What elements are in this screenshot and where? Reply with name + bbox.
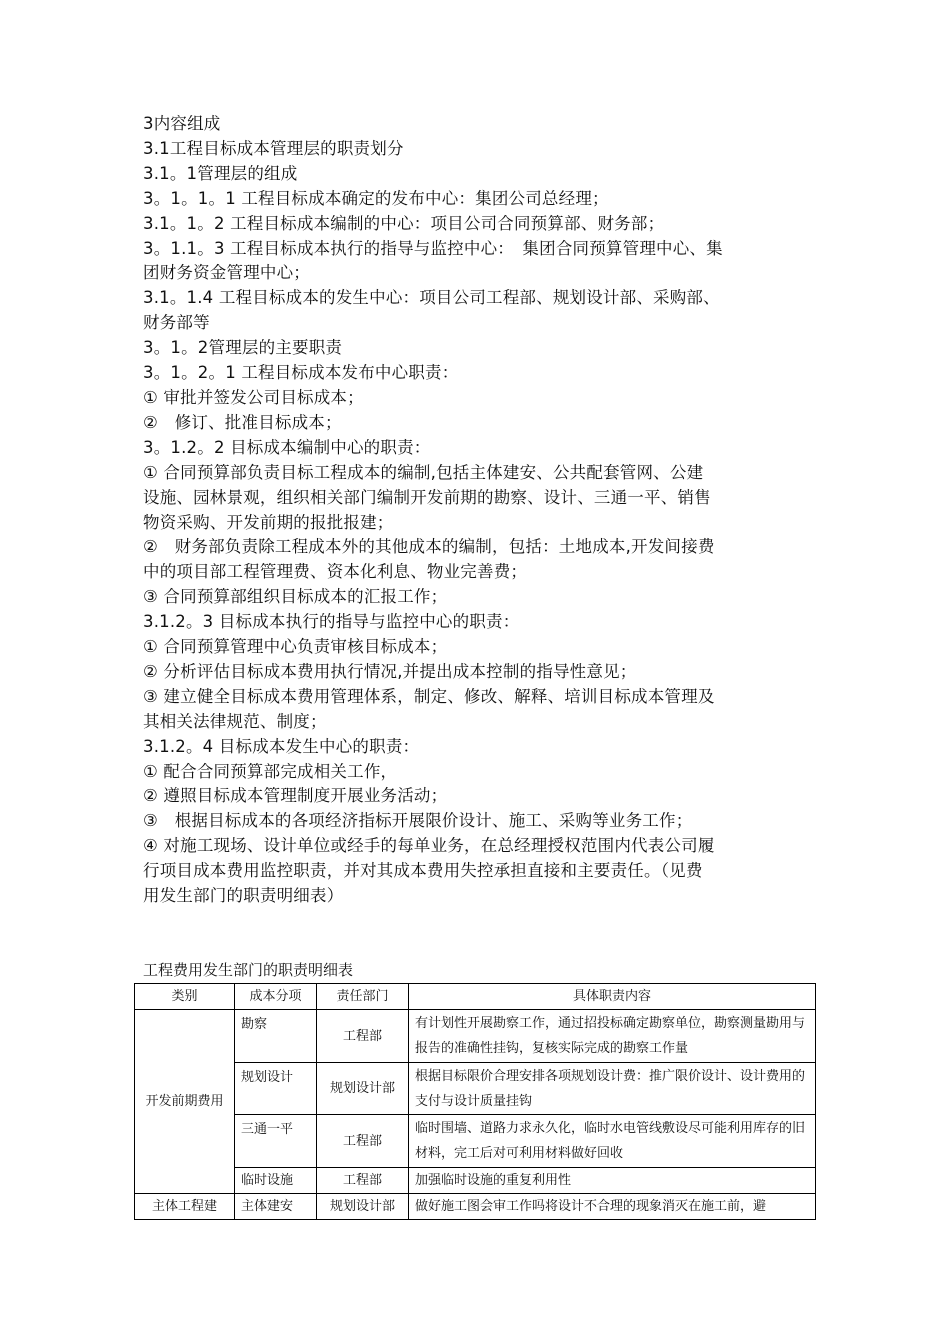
text-line: ③ 建立健全目标成本费用管理体系，制定、修改、解释、培训目标成本管理及 (143, 686, 715, 706)
category-cell: 主体工程建 (135, 1194, 235, 1220)
text-line: ③ 合同预算部组织目标成本的汇报工作； (143, 587, 448, 607)
text-line: 3。1。1。1 工程目标成本确定的发布中心：集团公司总经理； (143, 188, 609, 208)
department-cell: 工程部 (317, 1010, 409, 1063)
header-category: 类别 (135, 984, 235, 1010)
text-line: 3。1。2。1 工程目标成本发布中心职责： (143, 363, 459, 383)
text-line: 3.1。1.4 工程目标成本的发生中心：项目公司工程部、规划设计部、采购部、 (143, 288, 720, 308)
text-line: ② 财务部负责除工程成本外的其他成本的编制，包括：土地成本,开发间接费 (143, 537, 715, 557)
category-cell: 开发前期费用 (135, 1010, 235, 1194)
text-line: 团财务资金管理中心； (143, 263, 310, 283)
text-line: ④ 对施工现场、设计单位或经手的每单业务，在总经理授权范围内代表公司履 (143, 836, 715, 856)
table-row (135, 1194, 816, 1220)
cost-item-cell: 主体建安 (235, 1194, 317, 1220)
text-line: 财务部等 (143, 313, 210, 333)
department-cell: 工程部 (317, 1168, 409, 1194)
text-line: 中的项目部工程管理费、资本化利息、物业完善费； (143, 562, 528, 582)
text-line: 3内容组成 (143, 114, 221, 133)
text-line: 物资采购、开发前期的报批报建； (143, 512, 394, 532)
cost-item-cell: 勘察 (235, 1010, 317, 1063)
department-cell: 规划设计部 (317, 1063, 409, 1115)
text-line: ① 审批并签发公司目标成本； (143, 387, 364, 407)
department-cell: 工程部 (317, 1115, 409, 1168)
text-line: 设施、园林景观，组织相关部门编制开发前期的勘察、设计、三通一平、销售 (143, 487, 711, 507)
text-line: ① 合同预算部负责目标工程成本的编制,包括主体建安、公共配套管网、公建 (143, 462, 704, 482)
text-line: 3.1.2。3 目标成本执行的指导与监控中心的职责： (143, 612, 520, 632)
text-line: 3.1工程目标成本管理层的职责划分 (143, 138, 404, 158)
table-row (135, 1010, 816, 1063)
duty-cell: 加强临时设施的重复利用性 (409, 1168, 816, 1194)
text-line: ③ 根据目标成本的各项经济指标开展限价设计、施工、采购等业务工作； (143, 811, 693, 831)
header-cost-item: 成本分项 (235, 984, 317, 1010)
responsibility-table (134, 983, 816, 1220)
text-line: 3。1。2管理层的主要职责 (143, 338, 343, 358)
text-line: 其相关法律规范、制度； (143, 711, 327, 731)
cost-item-cell: 三通一平 (235, 1115, 317, 1168)
duty-cell: 根据目标限价合理安排各项规划设计费：推广限价设计、设计费用的支付与设计质量挂钩 (409, 1063, 816, 1115)
text-line: ② 分析评估目标成本费用执行情况,并提出成本控制的指导性意见； (143, 661, 637, 681)
text-line: 3.1.2。4 目标成本发生中心的职责： (143, 736, 420, 756)
department-cell: 规划设计部 (317, 1194, 409, 1220)
table-header-row (135, 984, 816, 1010)
text-line: 3.1。1。2 工程目标成本编制的中心：项目公司合同预算部、财务部； (143, 213, 665, 233)
duty-cell: 做好施工图会审工作吗将设计不合理的现象消灭在施工前，避 (409, 1194, 816, 1220)
text-line: 3。1.2。2 目标成本编制中心的职责： (143, 437, 431, 457)
table-row (135, 1168, 816, 1194)
document-body (143, 112, 815, 909)
text-line: 用发生部门的职责明细表） (143, 886, 344, 906)
duty-cell: 有计划性开展勘察工作，通过招投标确定勘察单位，勘察测量勘用与报告的准确性挂钩，复核实际完成的勘察工作量 (409, 1010, 816, 1063)
table-caption: 工程费用发生部门的职责明细表 (143, 961, 354, 979)
header-duty: 具体职责内容 (409, 984, 816, 1010)
text-line: 3.1。1管理层的组成 (143, 163, 298, 183)
text-line: 3。1.1。3 工程目标成本执行的指导与监控中心： 集团合同预算管理中心、集 (143, 238, 723, 258)
text-line: ② 修订、批准目标成本； (143, 412, 342, 432)
text-line: ② 遵照目标成本管理制度开展业务活动； (143, 786, 448, 806)
duty-cell: 临时围墙、道路力求永久化，临时水电管线敷设尽可能利用库存的旧材料，完工后对可利用材料做好回收 (409, 1115, 816, 1168)
table-row (135, 1115, 816, 1168)
cost-item-cell: 临时设施 (235, 1168, 317, 1194)
cost-item-cell: 规划设计 (235, 1063, 317, 1115)
text-line: ① 合同预算管理中心负责审核目标成本； (143, 637, 448, 657)
text-line: 行项目成本费用监控职责，并对其成本费用失控承担直接和主要责任。（见费 (143, 861, 703, 881)
header-department: 责任部门 (317, 984, 409, 1010)
table-row (135, 1063, 816, 1115)
text-line: ① 配合合同预算部完成相关工作， (143, 761, 398, 781)
